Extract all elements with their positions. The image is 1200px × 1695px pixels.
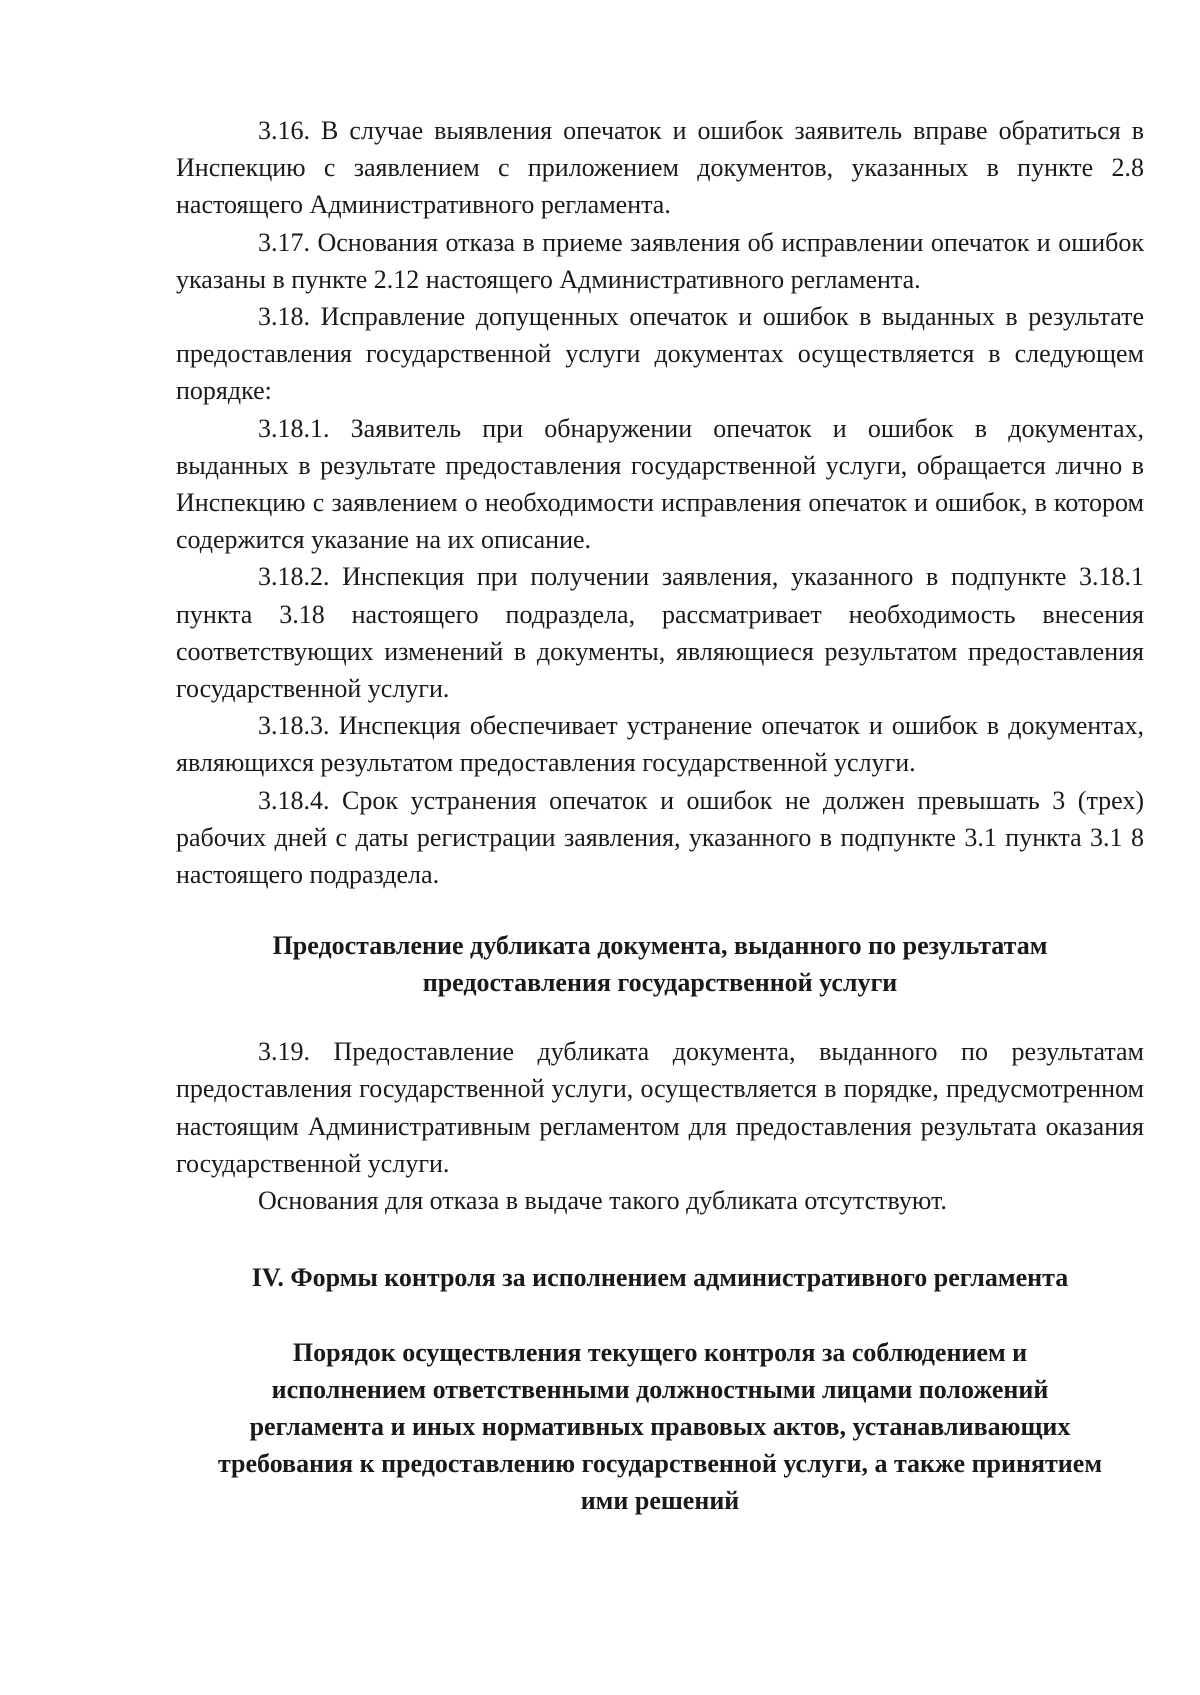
heading-duplicate-document: Предоставление дубликата документа, выданного по результатам предоставления государственной услуги xyxy=(272,931,1048,998)
spacer xyxy=(176,1001,1144,1033)
document-body xyxy=(176,112,1144,1519)
spacer xyxy=(176,1296,1144,1334)
paragraph-3-16: 3.16. В случае выявления опечаток и ошибок заявитель вправе обратиться в Инспекцию с заявлением с приложением документов, указанных в пункте 2.8 настоящего Административного регламента. xyxy=(176,116,1144,220)
paragraph-3-18: 3.18. Исправление допущенных опечаток и ошибок в выданных в результате предоставления государственной услуги документах осуществляется в следующем порядке: xyxy=(176,302,1144,406)
paragraph-3-18-2: 3.18.2. Инспекция при получении заявления, указанного в подпункте 3.18.1 пункта 3.18 настоящего подраздела, рассматривает необходимость внесения соответствующих изменений в документы, являющиеся результатом предоставления государственной услуги. xyxy=(176,562,1144,704)
spacer xyxy=(176,1219,1144,1259)
heading-current-control: Порядок осуществления текущего контроля за соблюдением и исполнением ответственными должностными лицами положений регламента и иных нормативных правовых актов, устанавливающих требования к предоставлению государственной услуги, а также принятием ими решений xyxy=(217,1338,1103,1516)
paragraph-3-19: 3.19. Предоставление дубликата документа, выданного по результатам предоставления государственной услуги, осуществляется в порядке, предусмотренном настоящим Административным регламентом для предоставления результата оказания государственной услуги. xyxy=(176,1037,1144,1178)
heading-section-iv: IV. Формы контроля за исполнением административного регламента xyxy=(251,1263,1069,1293)
paragraph-3-18-4: 3.18.4. Срок устранения опечаток и ошибок не должен превышать 3 (трех) рабочих дней с даты регистрации заявления, указанного в подпункте 3.1 пункта 3.1 8 настоящего подраздела. xyxy=(176,785,1144,890)
paragraph-3-18-1: 3.18.1. Заявитель при обнаружении опечаток и ошибок в документах, выданных в результате предоставления государственной услуги, обращается лично в Инспекцию с заявлением о необходимости исправления опечаток и ошибок, в котором содержится указание на их описание. xyxy=(176,413,1144,555)
paragraph-3-17: 3.17. Основания отказа в приеме заявления об исправлении опечаток и ошибок указаны в пункте 2.12 настоящего Административного регламента. xyxy=(176,227,1144,294)
paragraph-3-18-3: 3.18.3. Инспекция обеспечивает устранение опечаток и ошибок в документах, являющихся результатом предоставления государственной услуги. xyxy=(176,711,1144,778)
spacer xyxy=(176,893,1144,927)
paragraph-3-19-refusal: Основания для отказа в выдаче такого дубликата отсутствуют. xyxy=(258,1186,947,1216)
